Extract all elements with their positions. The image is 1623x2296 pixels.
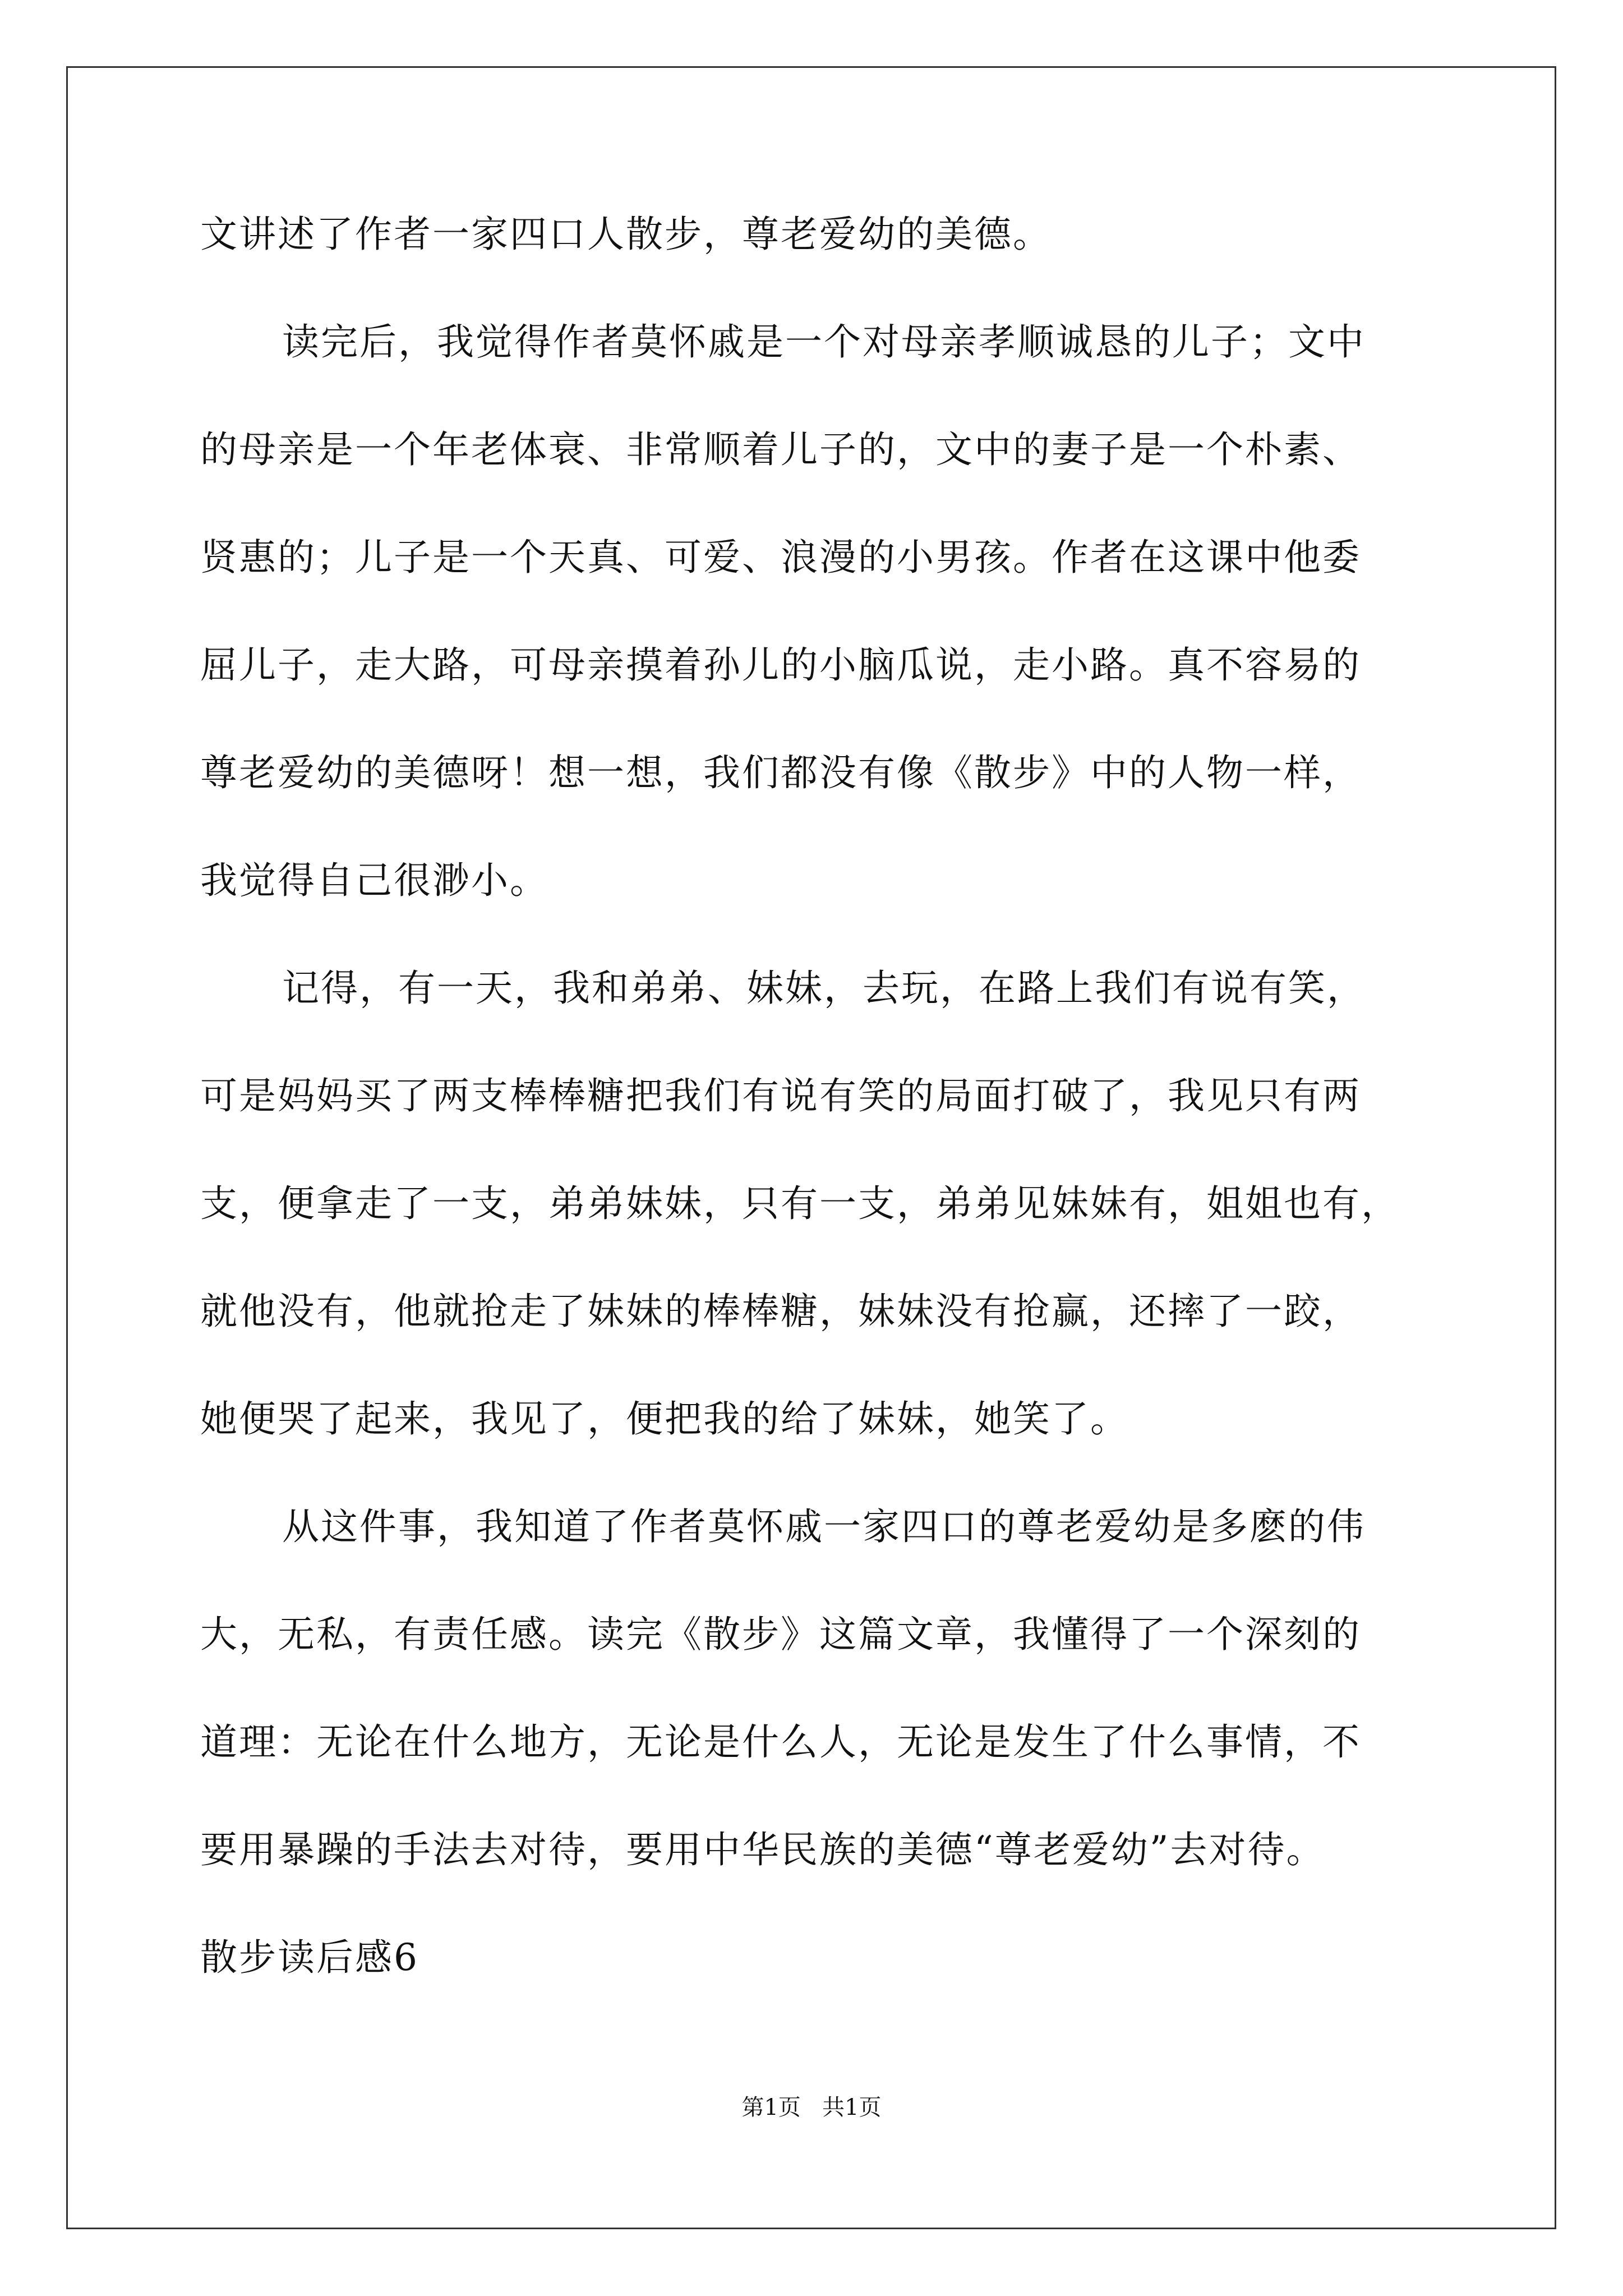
text-line-11: 就他没有，他就抢走了妹妹的棒棒糖，妹妹没有抢赢，还摔了一跤，: [200, 1290, 1361, 1333]
text-line-13: 从这件事，我知道了作者莫怀戚一家四口的尊老爱幼是多麽的伟: [282, 1505, 1366, 1548]
page-number-footer: 第1页 共1页: [741, 2095, 882, 2120]
text-line-5: 屈儿子，走大路，可母亲摸着孙儿的小脑瓜说，走小路。真不容易的: [200, 643, 1361, 687]
text-line-3: 的母亲是一个年老体衰、非常顺着儿子的，文中的妻子是一个朴素、: [200, 428, 1361, 471]
text-line-14: 大，无私，有责任感。读完《散步》这篇文章，我懂得了一个深刻的: [200, 1613, 1361, 1656]
text-line-6: 尊老爱幼的美德呀！想一想，我们都没有像《散步》中的人物一样，: [200, 751, 1361, 794]
text-line-15: 道理：无论在什么地方，无论是什么人，无论是发生了什么事情，不: [200, 1720, 1361, 1764]
text-line-16: 要用暴躁的手法去对待，要用中华民族的美德“尊老爱幼”去对待。: [200, 1828, 1325, 1871]
text-line-2: 读完后，我觉得作者莫怀戚是一个对母亲孝顺诚恳的儿子；文中: [282, 320, 1366, 364]
page-border: [66, 66, 1556, 2229]
text-line-12: 她便哭了起来，我见了，便把我的给了妹妹，她笑了。: [200, 1397, 1129, 1441]
text-line-7: 我觉得自己很渺小。: [200, 859, 548, 902]
text-line-10: 支，便拿走了一支，弟弟妹妹，只有一支，弟弟见妹妹有，姐姐也有，: [200, 1182, 1400, 1225]
text-line-8: 记得，有一天，我和弟弟、妹妹，去玩，在路上我们有说有笑，: [282, 967, 1366, 1010]
text-line-1: 文讲述了作者一家四口人散步，尊老爱幼的美德。: [200, 213, 1052, 256]
text-line-9: 可是妈妈买了两支棒棒糖把我们有说有笑的局面打破了，我见只有两: [200, 1074, 1361, 1117]
text-line-17: 散步读后感6: [200, 1936, 419, 1979]
text-line-4: 贤惠的；儿子是一个天真、可爱、浪漫的小男孩。作者在这课中他委: [200, 536, 1361, 579]
